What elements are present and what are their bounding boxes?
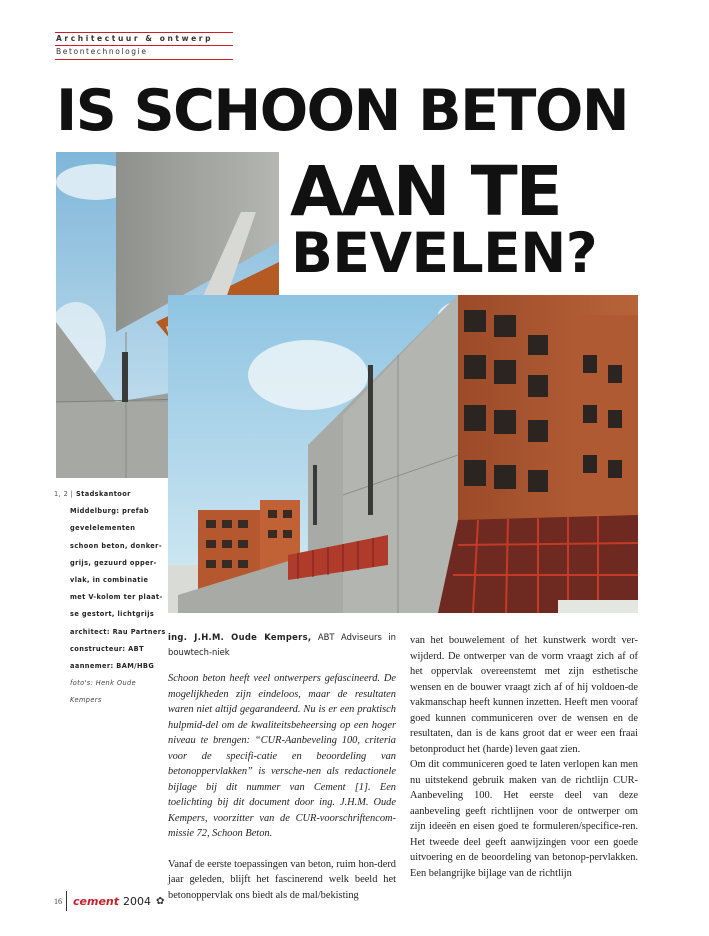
- subsection-label: Betontechnologie: [56, 47, 148, 56]
- photo-stadskantoor-facade: [168, 295, 638, 613]
- article-column-left: [168, 630, 396, 903]
- author-affiliation: ABT Adviseurs in bouwtech-niek: [168, 632, 396, 657]
- caption-line: constructeur: ABT: [70, 644, 144, 653]
- caption-line: vlak, in combinatie: [70, 576, 149, 585]
- footer-divider: [66, 891, 67, 911]
- header-rule-middle: [55, 45, 233, 46]
- page-footer: [54, 891, 164, 911]
- magazine-year: 2004: [123, 894, 151, 908]
- article-body-paragraph: Om dit communiceren goed te laten verlopen kan men nu uitstekend gebruik maken van de richtlijn CUR-Aanbeveling 100. Het eerste deel van deze aanbeveling geeft richtlijnen voor de ontwerper om zijn ideeën en eisen goed te formuleren/specifice-ren. Het tweede deel geeft aanwijzingen voor een goede uitvoering en de beoordeling van betonop-pervlakken. Een belangrijke bijlage van de richtlijn: [410, 759, 638, 879]
- photo-facade-illustration: [168, 295, 638, 613]
- article-column-right: [410, 633, 638, 881]
- magazine-name: cement: [73, 894, 119, 908]
- caption-line: se gestort, lichtgrijs: [70, 610, 155, 619]
- caption-line: schoon beton, donker-: [70, 541, 162, 550]
- photo-credit: Kempers: [70, 696, 102, 705]
- flower-icon: ✿: [156, 895, 165, 907]
- header-rule-top: [55, 32, 233, 33]
- caption-line: Middelburg: prefab: [70, 507, 149, 516]
- author-name: ing. J.H.M. Oude Kempers,: [168, 632, 312, 642]
- article-body-paragraph: van het bouwelement of het kunstwerk wordt ver-wijderd. De ontwerper van de vorm vraagt zich af of het oppervlak overeenstemt met zijn esthetische wensen en de bouwer vraagt zich af of hij voldoen-de vakmanschap heeft kunnen inzetten. Heeft men vooraf goed kunnen communiceren over de wensen en de resultaten, dan is de kans groot dat er weer een fraai betonproduct het (harde) leven gaat zien.: [410, 635, 638, 755]
- caption-line: architect: Rau Partners: [70, 627, 166, 636]
- header-rule-bottom: [55, 59, 233, 60]
- section-label: Architectuur & ontwerp: [56, 34, 214, 43]
- article-body-paragraph: Vanaf de eerste toepassingen van beton, ruim hon-derd jaar geleden, blijft het fascinerend welk beeld het betonoppervlak ons biedt als de mal/bekisting: [168, 858, 396, 901]
- title-line-2: AAN TE: [290, 152, 561, 232]
- caption-line: grijs, gezuurd opper-: [70, 558, 157, 567]
- author-line: [168, 630, 396, 660]
- photo-credit: foto's: Henk Oude: [70, 679, 137, 688]
- photo-caption: [54, 486, 166, 710]
- caption-line: gevelelementen: [70, 524, 136, 533]
- title-line-1: IS SCHOON BETON: [56, 78, 629, 144]
- caption-line: aannemer: BAM/HBG: [70, 662, 155, 671]
- caption-line: met V-kolom ter plaat-: [70, 593, 163, 602]
- caption-line: 1, 2 | Stadskantoor: [54, 490, 131, 498]
- title-line-3: BEVELEN?: [291, 221, 598, 285]
- article-intro: Schoon beton heeft veel ontwerpers gefascineerd. De mogelijkheden zijn eindeloos, maar de resultaten waren niet altijd gegarandeerd. Nu is er een praktisch hulpmid-del om de kwaliteitsbeheersing op een hoger niveau te brengen: “CUR-Aanbeveling 100, criteria voor de specifi-catie en beoordeling van betonoppervlakken” is versche-nen als redactionele bijlage bij dit nummer van Cement [1]. Een toelichting bij dit document door ing. J.H.M. Oude Kempers, voorzitter van de CUR-voorschriftencom-missie 72, Schoon Beton.: [168, 673, 396, 839]
- page-number: 16: [54, 896, 62, 906]
